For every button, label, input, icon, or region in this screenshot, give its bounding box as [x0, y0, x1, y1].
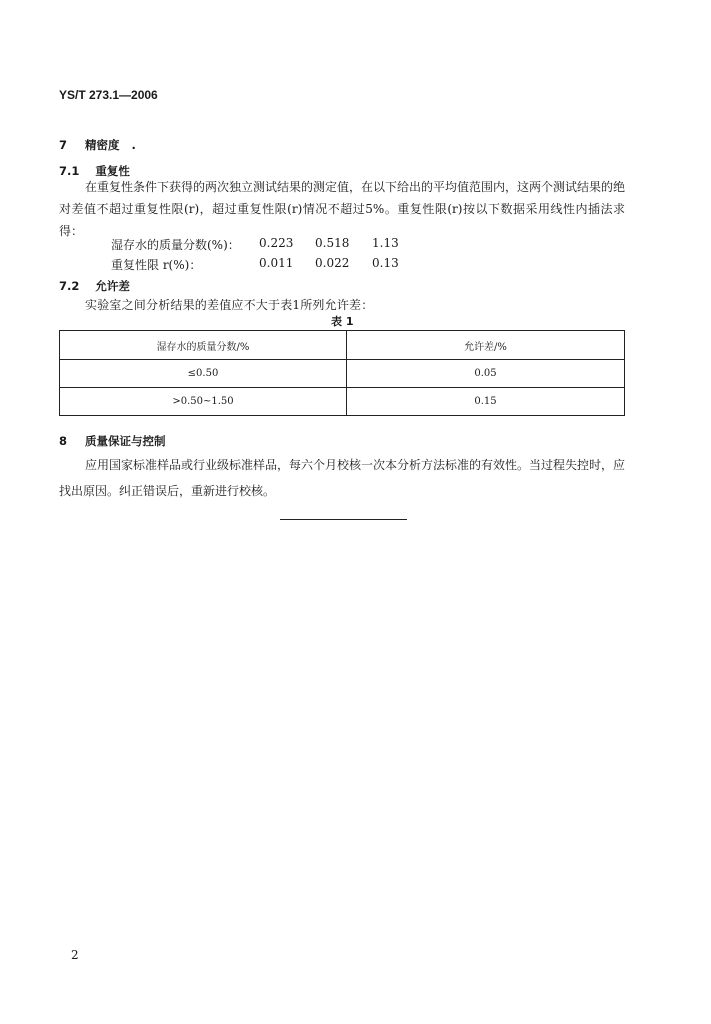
table-header-row	[60, 331, 625, 360]
section-7-number: 7	[59, 138, 68, 152]
section-7-2-heading	[59, 278, 130, 294]
table-cell: 0.15	[347, 388, 625, 416]
section-8-title: 质量保证与控制	[85, 434, 166, 448]
table-cell: 0.05	[347, 360, 625, 388]
section-7-2-title: 允许差	[95, 279, 130, 293]
section-8-number: 8	[59, 434, 68, 448]
table-cell: >0.50~1.50	[60, 388, 347, 416]
table-row	[60, 388, 625, 416]
table-cell: ≤0.50	[60, 360, 347, 388]
table-header-cell: 湿存水的质量分数/%	[60, 331, 347, 360]
table-header-cell: 允许差/%	[347, 331, 625, 360]
data-row-repeatability-value: 0.022	[315, 256, 350, 270]
section-7-title: 精密度	[85, 138, 120, 152]
data-row-mass-fraction-value: 1.13	[372, 236, 399, 250]
section-7-1-title: 重复性	[95, 164, 130, 178]
table-1-caption: 表 1	[331, 315, 354, 328]
section-8-paragraph: 应用国家标准样品或行业级标准样品，每六个月校核一次本分析方法标准的有效性。当过程失控时，应找出原因。纠正错误后，重新进行校核。	[59, 458, 626, 498]
section-7-heading	[59, 137, 136, 153]
data-row-repeatability-value: 0.011	[259, 256, 294, 270]
section-7-2-paragraph: 实验室之间分析结果的差值应不大于表1所列允许差：	[85, 298, 374, 312]
data-row-repeatability-value: 0.13	[372, 256, 399, 270]
section-7-mark: .	[131, 138, 136, 152]
page-number: 2	[71, 948, 79, 962]
table-1	[59, 330, 625, 416]
section-8-heading	[59, 433, 166, 449]
section-7-1-paragraph: 在重复性条件下获得的两次独立测试结果的测定值，在以下给出的平均值范围内，这两个测试结果的绝对差值不超过重复性限(r)，超过重复性限(r)情况不超过5%。重复性限(r)按以下数据采用线性内插法求得：	[59, 180, 626, 238]
end-rule	[280, 519, 407, 520]
data-row-mass-fraction-value: 0.518	[315, 236, 350, 250]
data-row-mass-fraction-value: 0.223	[259, 236, 294, 250]
table-row	[60, 360, 625, 388]
data-row-repeatability-label: 重复性限 r(%)：	[111, 258, 202, 272]
data-row-mass-fraction-label: 湿存水的质量分数(%)：	[111, 238, 240, 252]
section-7-1-number: 7.1	[59, 164, 80, 178]
standard-id: YS/T 273.1—2006	[59, 88, 158, 102]
section-7-2-number: 7.2	[59, 279, 80, 293]
